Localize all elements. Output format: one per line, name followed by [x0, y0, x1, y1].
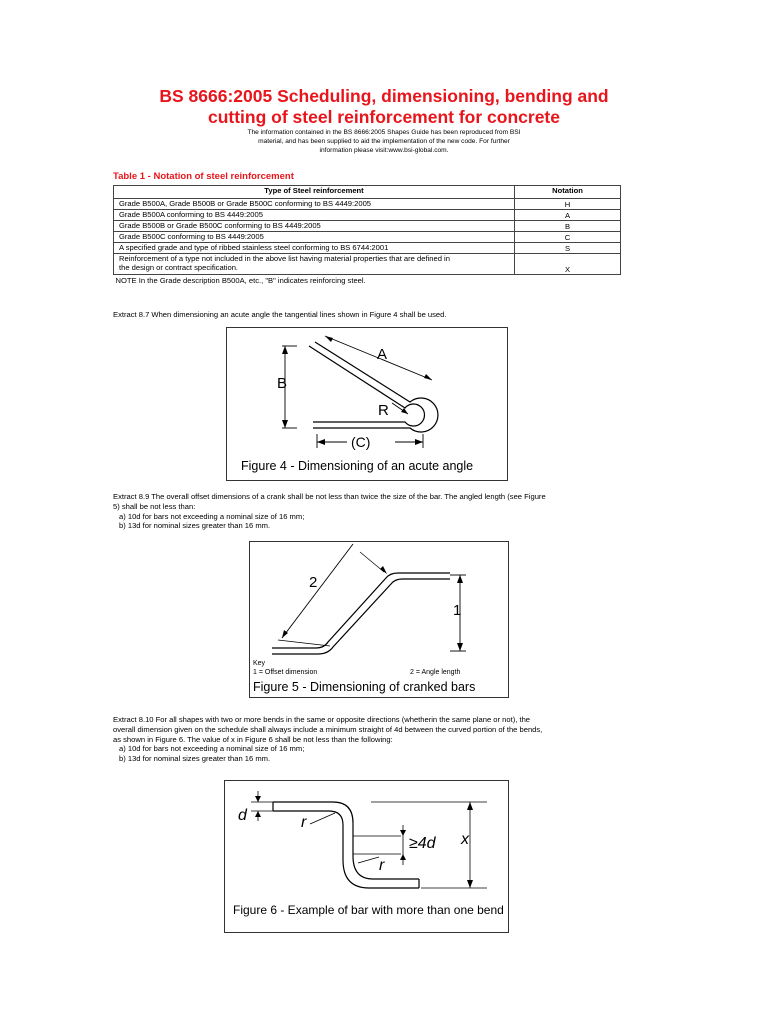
document-title	[0, 86, 768, 128]
dim-a-arrow-start	[325, 336, 333, 342]
extract-8-10	[113, 715, 542, 764]
table-header-notation: Notation	[515, 186, 621, 199]
dim-a-arrow-end	[424, 374, 432, 380]
extract-8-7: Extract 8.7 When dimensioning an acute angle the tangential lines shown in Figure 4 shall be used.	[113, 310, 447, 319]
fig6-label-r1: r	[301, 814, 307, 831]
fig5-key-2: 2 = Angle length	[410, 669, 461, 676]
fig6-label-d: d	[238, 807, 247, 824]
intro-line-3: information please visit:www.bsi-global.com.	[319, 146, 449, 154]
fig4-label-r: R	[378, 402, 389, 419]
extract-8-10-line-3: as shown in Figure 6. The value of x in Figure 6 shall be not less than the following:	[113, 734, 393, 744]
fig5-label-1: 1	[453, 602, 462, 619]
table-row	[114, 199, 621, 210]
table-cell-notation: A	[515, 210, 621, 221]
notation-table	[113, 185, 621, 287]
dim-x-arrow-top	[467, 802, 473, 810]
fig6-label-4d: ≥4d	[409, 835, 436, 852]
radius-arrow	[401, 408, 408, 414]
table-cell-type: A specified grade and type of ribbed stainless steel conforming to BS 6744:2001	[114, 243, 515, 254]
dim-c-arrow-right	[415, 439, 423, 445]
figure-4-drawing	[227, 328, 507, 480]
double-bend-bar-inner	[273, 811, 419, 888]
intro-line-2: material, and has been supplied to aid the implementation of the new code. For further	[258, 137, 510, 145]
table-cell-type-line-1: Reinforcement of a type not included in the above list having material properties that are defined in	[119, 254, 450, 263]
figure-4-caption: Figure 4 - Dimensioning of an acute angle	[241, 459, 474, 473]
double-bend-bar-outer	[273, 802, 419, 879]
dim-c-arrow-left	[317, 439, 325, 445]
table-cell-notation: X	[515, 254, 621, 275]
radius-leader-2	[358, 857, 379, 863]
table-cell-type: Grade B500A conforming to BS 4449:2005	[114, 210, 515, 221]
table-cell-type-line-2: the design or contract specification.	[119, 263, 239, 272]
extract-8-9	[113, 492, 546, 531]
table-note: NOTE In the Grade description B500A, etc., "B" indicates reinforcing steel.	[114, 275, 621, 288]
dim-b-arrow-bottom	[282, 420, 288, 428]
figure-5-caption: Figure 5 - Dimensioning of cranked bars	[253, 680, 476, 694]
table-cell-type: Grade B500C conforming to BS 4449:2005	[114, 232, 515, 243]
table-note-row	[114, 275, 621, 288]
extract-8-10-item-a: a) 10d for bars not exceeding a nominal size of 16 mm;	[119, 744, 305, 754]
acute-bar-outer	[313, 342, 438, 432]
table-row	[114, 232, 621, 243]
table-title: Table 1 - Notation of steel reinforcement	[113, 171, 294, 182]
fig4-label-b: B	[277, 375, 288, 392]
table-cell-notation: H	[515, 199, 621, 210]
fig4-label-a: A	[377, 346, 388, 363]
table-cell-type: Grade B500B or Grade B500C conforming to BS 4449:2005	[114, 221, 515, 232]
extract-8-10-line-1: Extract 8.10 For all shapes with two or more bends in the same or opposite directions (whetherin the same plane or not), the	[113, 715, 531, 724]
radius-leader-1	[310, 813, 335, 824]
dim-line-2	[282, 544, 353, 638]
table-header-row	[114, 186, 621, 199]
dim-2-arrow-end	[380, 566, 387, 574]
extract-8-9-item-a: a) 10d for bars not exceeding a nominal size of 16 mm;	[119, 511, 305, 521]
fig4-label-c: (C)	[351, 434, 371, 450]
extract-8-9-line-2: 5) shall be not less than:	[113, 501, 196, 511]
figure-6-caption: Figure 6 - Example of bar with more than one bend	[233, 903, 504, 917]
fig5-key-1: 1 = Offset dimension	[253, 669, 318, 676]
table-cell-type	[114, 254, 515, 275]
extract-8-9-line-1: Extract 8.9 The overall offset dimensions of a crank shall be not less than twice the size of the bar. The angled length (see Figure	[113, 492, 546, 501]
dim-1-arrow-bottom	[457, 643, 463, 651]
table-row	[114, 221, 621, 232]
intro-line-1: The information contained in the BS 8666:2005 Shapes Guide has been reproduced from BSI	[247, 129, 521, 136]
table-header-type: Type of Steel reinforcement	[114, 186, 515, 199]
table-cell-notation: B	[515, 221, 621, 232]
dim-b-arrow-top	[282, 346, 288, 354]
dim-1-arrow-top	[457, 575, 463, 583]
dim-4d-arrow-bottom	[400, 854, 406, 860]
title-line-1: BS 8666:2005 Scheduling, dimensioning, bending and	[159, 86, 609, 106]
table-row	[114, 243, 621, 254]
intro-text	[204, 129, 564, 155]
dim-x-arrow-bottom	[467, 880, 473, 888]
title-line-2: cutting of steel reinforcement for concrete	[207, 107, 560, 127]
fig5-label-2: 2	[309, 574, 318, 591]
table-cell-notation: S	[515, 243, 621, 254]
table-row	[114, 254, 621, 275]
extract-8-10-line-2: overall dimension given on the schedule shall always include a minimum straight of 4d between the curved portion of the bends,	[113, 724, 543, 734]
dim-2-ext-lower	[278, 640, 330, 646]
table-cell-type: Grade B500A, Grade B500B or Grade B500C conforming to BS 4449:2005	[114, 199, 515, 210]
fig6-label-r2: r	[379, 857, 385, 874]
dim-4d-arrow-top	[400, 830, 406, 836]
table-cell-notation: C	[515, 232, 621, 243]
figure-6	[224, 780, 509, 933]
table-row	[114, 210, 621, 221]
dim-d-arrow-top	[255, 796, 261, 802]
dim-d-arrow-bottom	[255, 811, 261, 817]
extract-8-9-item-b: b) 13d for nominal sizes greater than 16 mm.	[119, 521, 271, 531]
figure-5	[249, 541, 509, 698]
extract-8-10-item-b: b) 13d for nominal sizes greater than 16 mm.	[119, 754, 271, 764]
figure-4	[226, 327, 508, 481]
fig5-key-title: Key	[253, 660, 266, 667]
crank-bar-top	[272, 573, 450, 648]
fig6-label-x: x	[461, 831, 469, 848]
acute-bar-inner	[309, 346, 424, 426]
